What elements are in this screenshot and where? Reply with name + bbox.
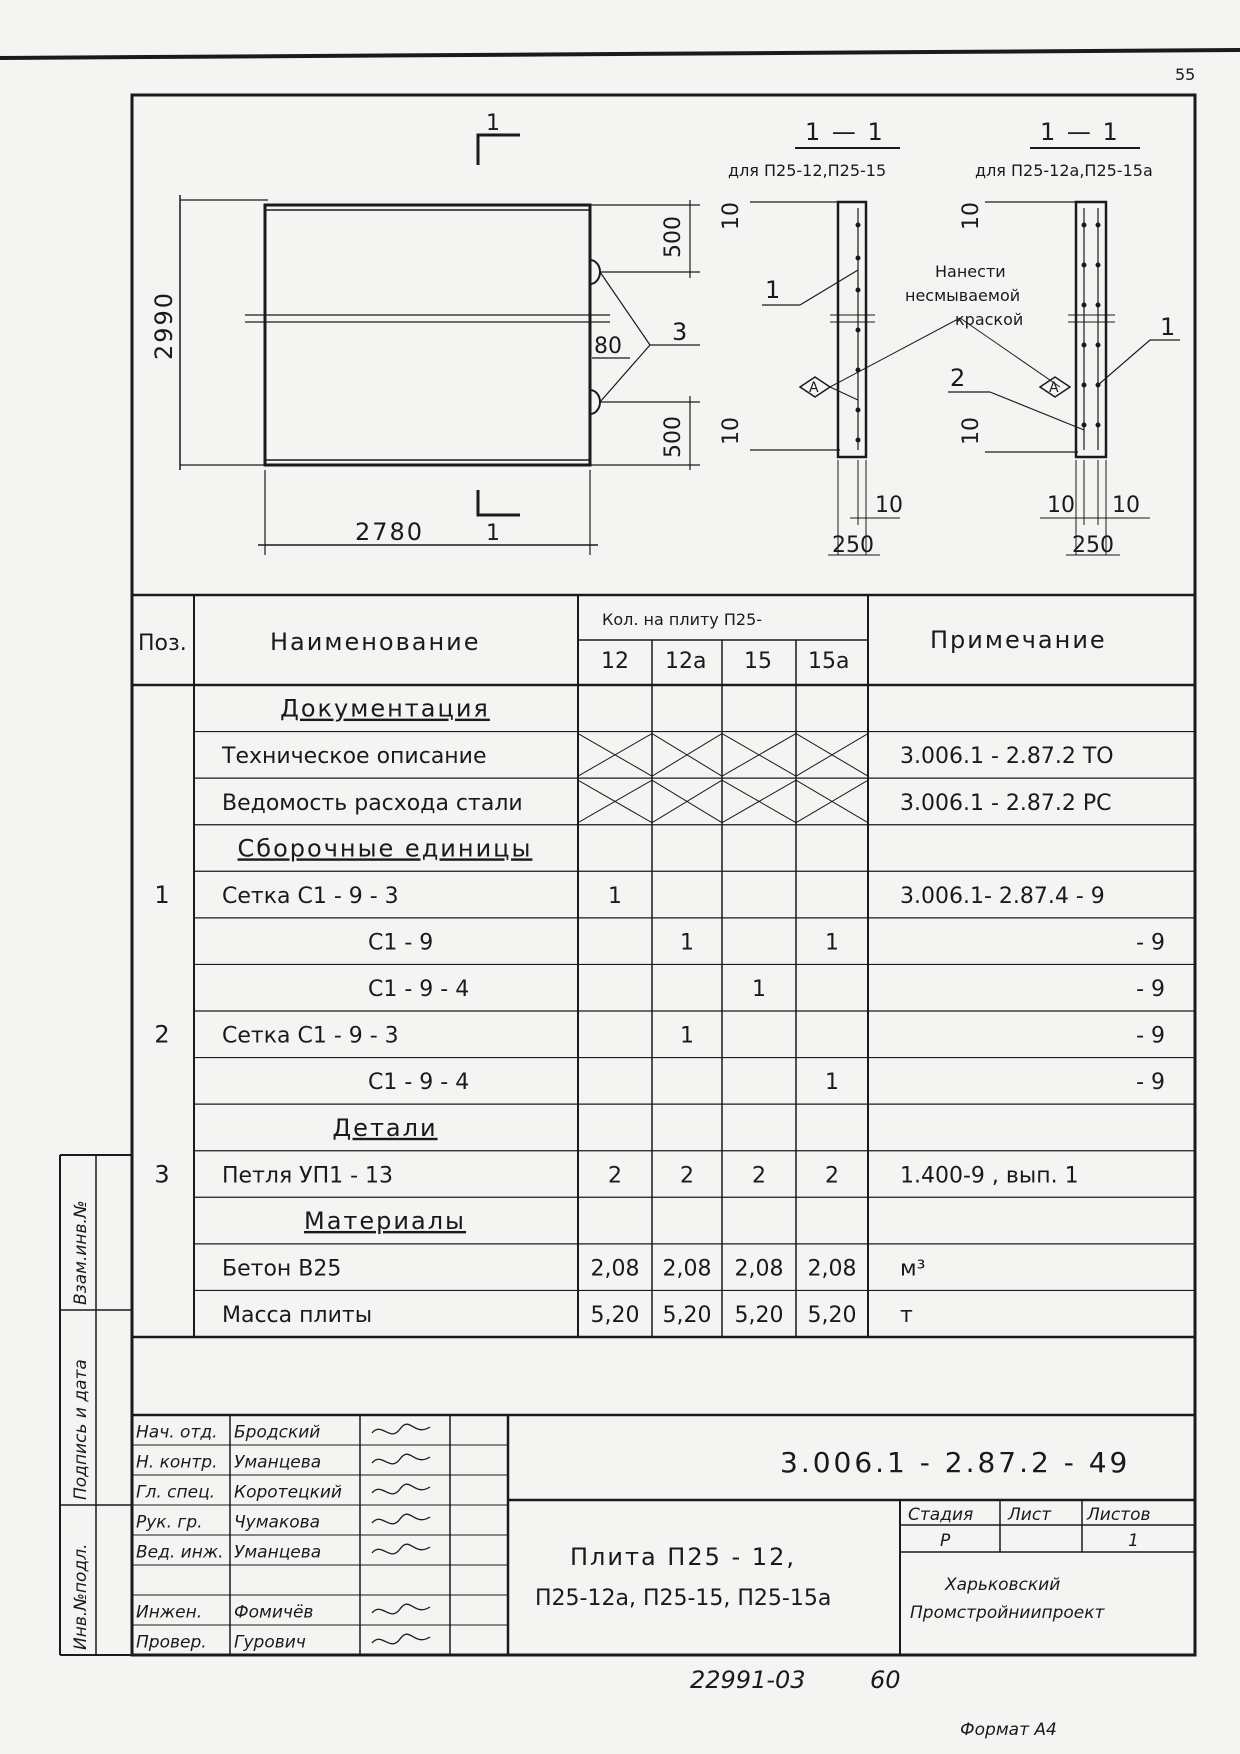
plan-dim-width: 2780	[355, 518, 425, 546]
spec-row-qty: 5,20	[662, 1303, 712, 1329]
section-a-dim-bottom: 10	[719, 417, 744, 445]
spec-row-name: Ведомость расхода стали	[222, 790, 523, 816]
signature-scribble	[372, 1604, 430, 1614]
title-person-name: Уманцева	[234, 1542, 322, 1563]
title-person-name: Фомичёв	[234, 1602, 314, 1623]
spec-row-note: - 9	[1136, 1023, 1165, 1049]
spec-row-qty: 2,08	[807, 1256, 857, 1282]
footer-archive-no: 22991-03	[690, 1666, 806, 1694]
title-sheets-label: Листов	[1087, 1505, 1151, 1525]
section-a-callout: 1	[765, 276, 783, 304]
signature-scribble	[372, 1484, 430, 1494]
section-a-title: 1 — 1	[805, 118, 885, 146]
spec-row-qty: 5,20	[734, 1303, 784, 1329]
section-b-caption: для П25-12а,П25-15а	[975, 161, 1153, 180]
spec-row-qty: 2	[608, 1163, 622, 1189]
section-a	[719, 118, 903, 558]
paint-note	[830, 262, 1060, 387]
spec-row-qty: 2	[825, 1163, 839, 1189]
spec-section-title: Документация	[280, 694, 490, 723]
paint-note-line-1: Нанести	[935, 262, 1006, 281]
title-person-role: Н. контр.	[136, 1452, 218, 1473]
spec-row-qty: 1	[825, 1070, 839, 1096]
spec-row-qty: 1	[752, 977, 766, 1003]
signature-scribble	[372, 1634, 430, 1644]
title-person-role: Нач. отд.	[136, 1422, 218, 1443]
section-b-callout-2: 2	[950, 364, 968, 392]
spec-header-note: Примечание	[930, 626, 1107, 654]
section-b-dim-cover-left: 10	[1047, 493, 1075, 518]
title-person-name: Коротецкий	[234, 1482, 342, 1503]
spec-section-title: Детали	[332, 1113, 438, 1142]
spec-row-name: Бетон В25	[222, 1256, 342, 1282]
spec-header-qty-15a: 15а	[808, 649, 850, 674]
section-a-dim-thickness: 250	[832, 533, 874, 558]
section-a-dim-cover: 10	[875, 493, 903, 518]
corner-number: 55	[1175, 65, 1196, 84]
spec-row-note: 3.006.1 - 2.87.2 РС	[900, 790, 1112, 816]
title-person-name: Бродский	[234, 1422, 321, 1443]
title-person-name: Чумакова	[234, 1512, 321, 1533]
plan-view	[150, 111, 700, 555]
spec-header-name: Наименование	[270, 628, 481, 656]
spec-row-name: С1 - 9 - 4	[368, 977, 470, 1003]
paint-note-line-3: краской	[955, 310, 1024, 329]
title-person-role: Вед. инж.	[136, 1542, 224, 1563]
spec-row-note: т	[900, 1303, 913, 1329]
footer-page: 60	[870, 1666, 901, 1694]
spec-row-name: Масса плиты	[222, 1303, 373, 1329]
section-b-callout-1: 1	[1160, 313, 1178, 341]
section-a-rebar-dots	[856, 223, 861, 443]
signature-scribble	[372, 1424, 430, 1434]
title-stage: Р	[940, 1531, 951, 1551]
title-person-role: Инжен.	[136, 1602, 203, 1623]
title-sheet-label: Лист	[1008, 1505, 1052, 1525]
plan-cut-mark-bottom: 1	[486, 521, 500, 546]
spec-row-note: - 9	[1136, 930, 1165, 956]
spec-row-name: С1 - 9	[368, 930, 434, 956]
spec-row-qty: 5,20	[590, 1303, 640, 1329]
spec-section-title: Сборочные единицы	[237, 834, 533, 863]
spec-row-note: 3.006.1 - 2.87.2 ТО	[900, 744, 1114, 770]
spec-row-name: Техническое описание	[222, 744, 487, 770]
spec-section-title: Материалы	[304, 1206, 466, 1235]
title-stage-label: Стадия	[908, 1505, 974, 1525]
spec-row-name: Сетка С1 - 9 - 3	[222, 1023, 399, 1049]
spec-rows	[154, 695, 1195, 1328]
spec-row-qty: 1	[680, 1023, 694, 1049]
spec-header-qty-group: Кол. на плиту П25-	[602, 610, 763, 629]
title-org-line-2: Промстройниипроект	[910, 1603, 1105, 1623]
spec-row-name: С1 - 9 - 4	[368, 1070, 470, 1096]
side-label-inv-podl: Инв.№подл.	[71, 1543, 91, 1650]
section-b-dim-cover-right: 10	[1112, 493, 1140, 518]
section-b-title: 1 — 1	[1040, 118, 1120, 146]
section-b-dim-thickness: 250	[1072, 533, 1114, 558]
title-person-role: Рук. гр.	[136, 1512, 203, 1533]
spec-row-qty: 1	[825, 930, 839, 956]
spec-row-pos: 3	[154, 1160, 172, 1189]
plan-dim-loop-gap: 80	[594, 334, 622, 359]
footer-format: Формат А4	[960, 1720, 1057, 1740]
title-block-people	[132, 1423, 508, 1653]
spec-row-qty: 2,08	[590, 1256, 640, 1282]
section-a-marker: A	[809, 380, 819, 396]
plan-loop-callout: 3	[672, 318, 690, 346]
spec-row-note: 3.006.1- 2.87.4 - 9	[900, 883, 1105, 909]
section-b-dim-bottom: 10	[959, 417, 984, 445]
spec-row-note: - 9	[1136, 1070, 1165, 1096]
spec-header-qty-12: 12	[601, 649, 629, 674]
spec-row-pos: 2	[154, 1020, 172, 1049]
spec-row-note: 1.400-9 , вып. 1	[900, 1163, 1079, 1189]
spec-row-pos: 1	[154, 880, 172, 909]
spec-row-name: Сетка С1 - 9 - 3	[222, 883, 399, 909]
spec-table	[132, 595, 1195, 1337]
spec-header-qty-12a: 12а	[665, 649, 707, 674]
spec-row-name: Петля УП1 - 13	[222, 1163, 394, 1189]
spec-row-qty: 1	[608, 883, 622, 909]
signature-scribble	[372, 1544, 430, 1554]
spec-row-qty: 1	[680, 930, 694, 956]
spec-row-qty: 2	[680, 1163, 694, 1189]
spec-row-qty: 2,08	[662, 1256, 712, 1282]
title-block	[132, 1415, 1195, 1655]
footer	[690, 1666, 1057, 1740]
spec-row-note: м³	[900, 1256, 926, 1282]
side-label-vzam-inv: Взам.инв.№	[71, 1200, 91, 1305]
spec-row-qty: 5,20	[807, 1303, 857, 1329]
plan-dim-bottom-loop: 500	[661, 416, 686, 458]
signature-scribble	[372, 1454, 430, 1464]
title-person-role: Гл. спец.	[136, 1482, 216, 1503]
spec-header-qty-15: 15	[744, 649, 772, 674]
spec-row-note: - 9	[1136, 977, 1165, 1003]
signature-scribble	[372, 1514, 430, 1524]
title-sheets: 1	[1128, 1531, 1139, 1551]
title-line-1: Плита П25 - 12,	[570, 1543, 796, 1571]
title-line-2: П25-12а, П25-15, П25-15а	[535, 1586, 832, 1611]
title-person-name: Уманцева	[234, 1452, 322, 1473]
plan-cut-mark-top: 1	[486, 111, 500, 136]
title-org-line-1: Харьковский	[945, 1575, 1061, 1595]
spec-row-qty: 2,08	[734, 1256, 784, 1282]
title-person-name: Гурович	[234, 1632, 306, 1653]
paint-note-line-2: несмываемой	[905, 286, 1021, 305]
side-label-signature-date: Подпись и дата	[71, 1359, 91, 1500]
spec-row-qty: 2	[752, 1163, 766, 1189]
plan-dim-top-loop: 500	[661, 216, 686, 258]
plan-dim-height: 2990	[150, 290, 178, 360]
side-stamp	[71, 1200, 91, 1650]
title-doc-code: 3.006.1 - 2.87.2 - 49	[780, 1446, 1131, 1479]
spec-header-pos: Поз.	[138, 631, 187, 656]
title-person-role: Провер.	[136, 1632, 207, 1653]
section-b	[948, 118, 1180, 558]
section-a-dim-top: 10	[719, 202, 744, 230]
section-b-dim-top: 10	[959, 202, 984, 230]
section-a-caption: для П25-12,П25-15	[728, 161, 887, 180]
section-b-marker: A	[1049, 380, 1059, 396]
